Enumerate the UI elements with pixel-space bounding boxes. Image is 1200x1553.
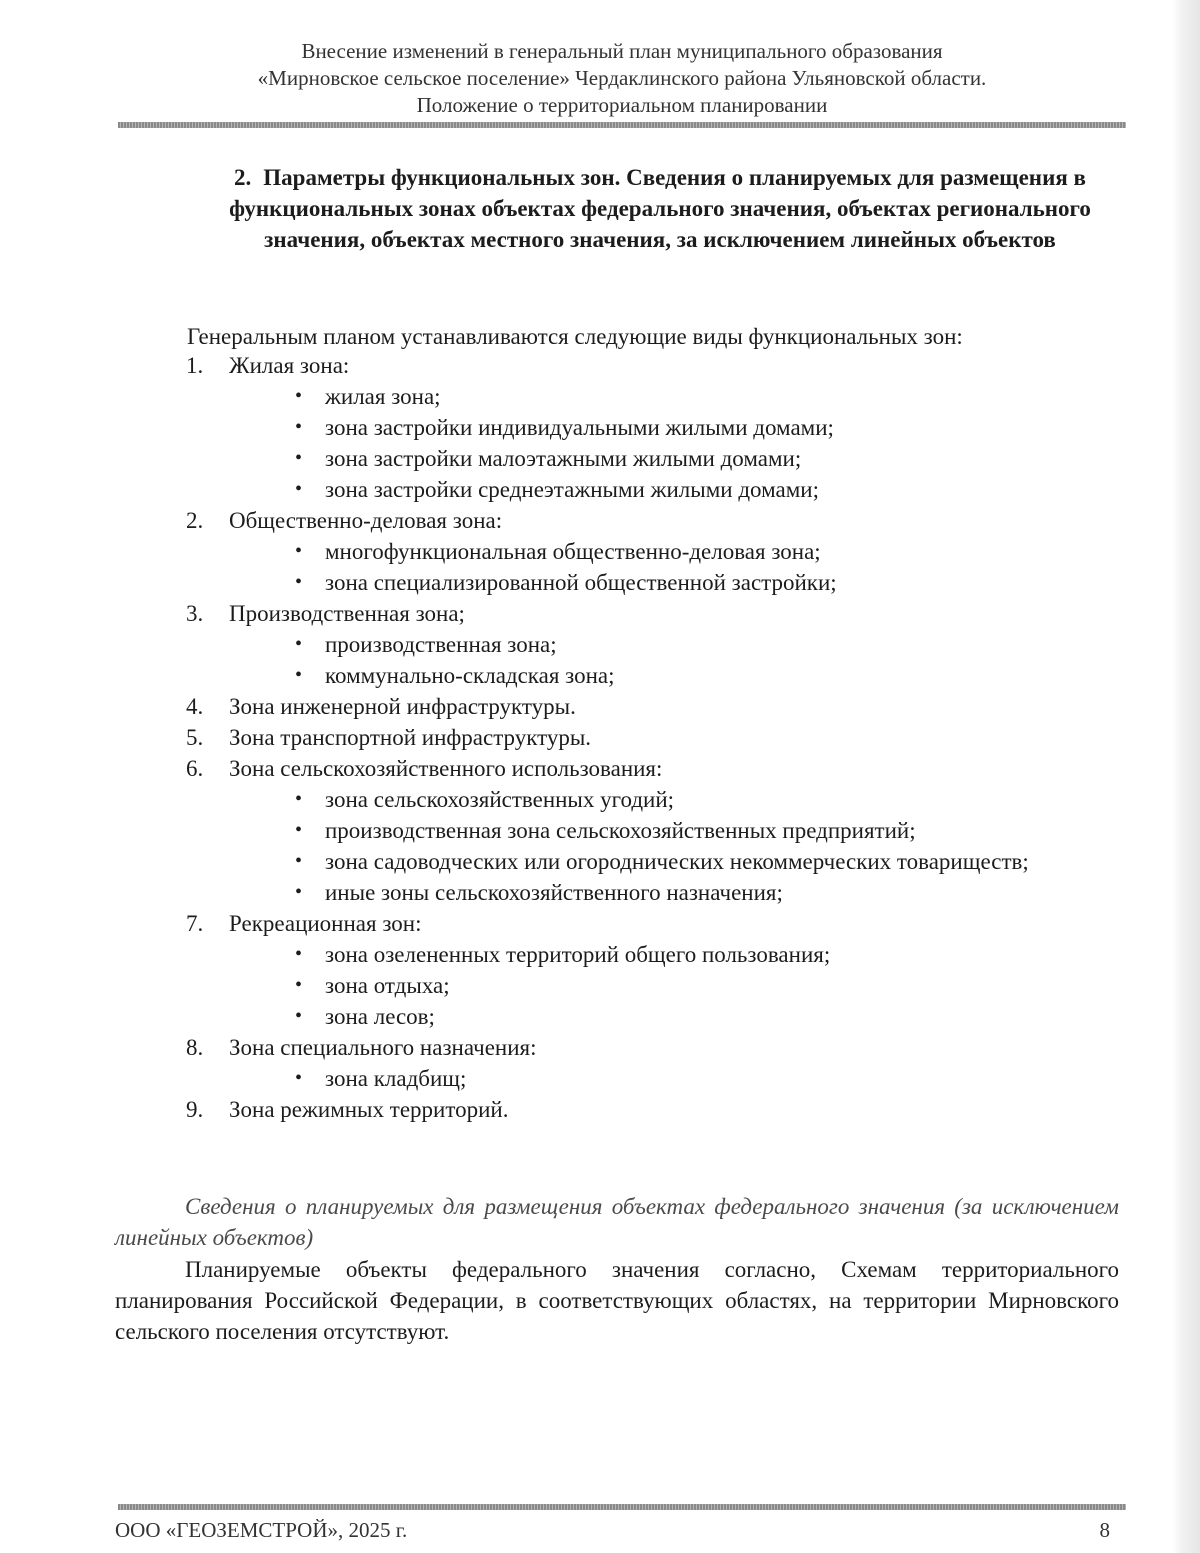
subzone-item: • зона отдыха;	[289, 970, 1121, 1001]
header-line: Положение о территориальном планировании	[416, 93, 828, 117]
page-number: 8	[1099, 1518, 1110, 1542]
zone-number: 9.	[186, 1097, 204, 1122]
subzone-list	[186, 629, 1121, 691]
subzone-item: • зона лесов;	[289, 1001, 1121, 1032]
document-header	[118, 38, 1126, 119]
subzone-item: • производственная зона сельскохозяйственных предприятий;	[289, 815, 1121, 846]
subzone-item: • коммунально-складская зона;	[289, 660, 1121, 691]
zone-number: 6.	[186, 756, 204, 781]
zone-label: Рекреационная зон:	[229, 911, 422, 936]
subzone-list	[186, 784, 1121, 908]
subzone-item: • зона специализированной общественной застройки;	[289, 567, 1121, 598]
page-edge-shadow	[1172, 0, 1200, 1553]
intro-paragraph: Генеральным планом устанавливаются следующие виды функциональных зон:	[187, 324, 963, 349]
zone-heading	[186, 908, 1121, 939]
zone-heading	[186, 598, 1121, 629]
subzone-item: • зона застройки индивидуальными жилыми домами;	[289, 412, 1121, 443]
subzone-list	[186, 381, 1121, 505]
zone-number: 8.	[186, 1035, 204, 1060]
zone-item	[186, 753, 1121, 908]
subzone-list	[186, 1063, 1121, 1094]
subzone-item: • многофункциональная общественно-деловая зона;	[289, 536, 1121, 567]
zone-heading	[186, 350, 1121, 381]
footer-divider	[118, 1504, 1126, 1510]
zone-item	[186, 691, 1121, 722]
zone-number: 7.	[186, 911, 204, 936]
subzone-item: • зона застройки малоэтажными жилыми домами;	[289, 443, 1121, 474]
zone-heading	[186, 505, 1121, 536]
zone-item	[186, 350, 1121, 505]
zone-heading	[186, 1094, 1121, 1125]
section-title	[190, 162, 1130, 255]
zone-number: 5.	[186, 725, 204, 750]
zone-label: Жилая зона:	[229, 353, 350, 378]
zone-number: 2.	[186, 508, 204, 533]
zones-list	[186, 350, 1121, 1125]
zone-number: 1.	[186, 353, 204, 378]
subzone-item: • производственная зона;	[289, 629, 1121, 660]
section-number: 2.	[234, 165, 252, 190]
subzone-list	[186, 536, 1121, 598]
zone-item	[186, 722, 1121, 753]
zone-item	[186, 908, 1121, 1032]
zone-item	[186, 505, 1121, 598]
header-line: «Мирновское сельское поселение» Чердаклинского района Ульяновской области.	[257, 66, 987, 90]
header-divider	[118, 122, 1126, 128]
header-line: Внесение изменений в генеральный план муниципального образования	[301, 39, 943, 63]
zone-number: 4.	[186, 694, 204, 719]
zone-label: Зона сельскохозяйственного использования:	[229, 756, 663, 781]
zone-heading	[186, 1032, 1121, 1063]
footer-company: ООО «ГЕОЗЕМСТРОЙ», 2025 г.	[115, 1518, 408, 1542]
subzone-item: • зона застройки среднеэтажными жилыми домами;	[289, 474, 1121, 505]
subzone-item: • иные зоны сельскохозяйственного назначения;	[289, 877, 1121, 908]
zone-label: Зона инженерной инфраструктуры.	[229, 694, 576, 719]
zone-heading	[186, 691, 1121, 722]
zone-label: Производственная зона;	[229, 601, 465, 626]
section-title-text: Параметры функциональных зон. Сведения о планируемых для размещения в функциональных зонах объектах федерального значения, объектах регионального значения, объектах местного значения, за исключением линейных объектов	[229, 165, 1091, 252]
zone-item	[186, 598, 1121, 691]
subzone-list	[186, 939, 1121, 1032]
subzone-item: • зона садоводческих или огороднических некоммерческих товариществ;	[289, 846, 1121, 877]
zone-heading	[186, 722, 1121, 753]
subzone-item: • жилая зона;	[289, 381, 1121, 412]
subzone-item: • зона озелененных территорий общего пользования;	[289, 939, 1121, 970]
zone-item	[186, 1032, 1121, 1094]
federal-objects-paragraph: Планируемые объекты федерального значения согласно, Схемам территориального планирования Российской Федерации, в соответствующих областях, на территории Мирновского сельского поселения отсутствуют.	[115, 1257, 1119, 1344]
federal-objects-heading: Сведения о планируемых для размещения объектах федерального значения (за исключением линейных объектов)	[115, 1194, 1119, 1250]
zone-label: Зона специального назначения:	[229, 1035, 537, 1060]
subzone-item: • зона сельскохозяйственных угодий;	[289, 784, 1121, 815]
subzone-item: • зона кладбищ;	[289, 1063, 1121, 1094]
zone-heading	[186, 753, 1121, 784]
zone-label: Зона транспортной инфраструктуры.	[229, 725, 592, 750]
zone-label: Зона режимных территорий.	[229, 1097, 509, 1122]
zone-number: 3.	[186, 601, 204, 626]
zone-label: Общественно-деловая зона:	[229, 508, 503, 533]
zone-item	[186, 1094, 1121, 1125]
